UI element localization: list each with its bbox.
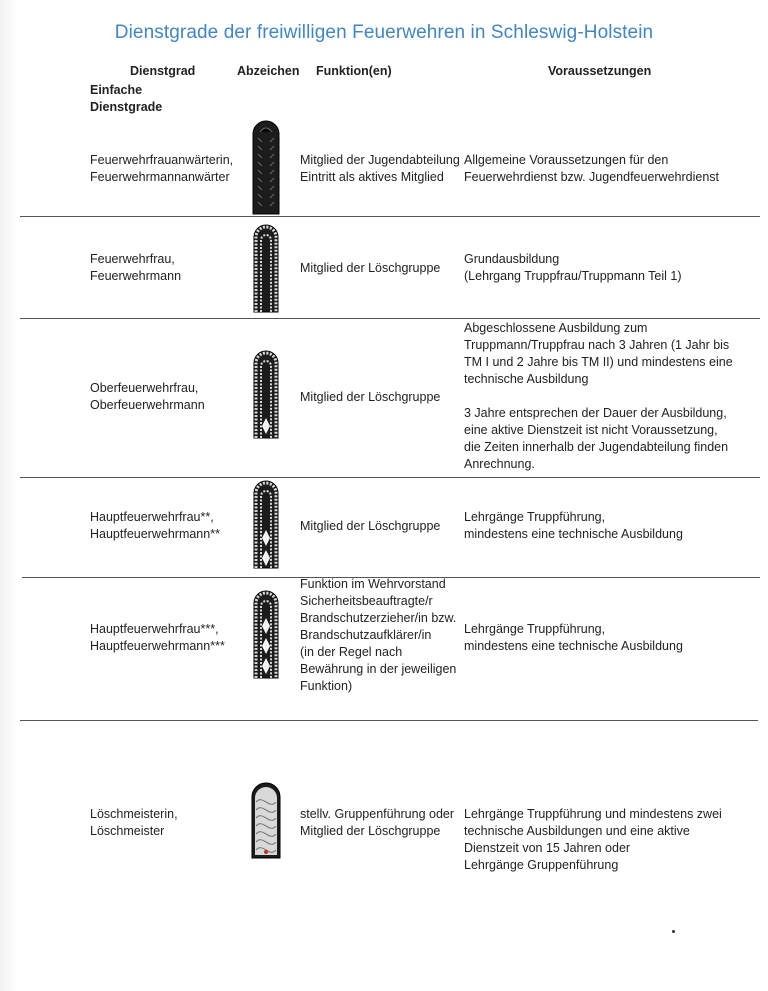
row-divider [20, 318, 760, 319]
rank-requirements: Grundausbildung (Lehrgang Truppfrau/Truppmann Teil 1) [464, 252, 682, 283]
rank-function: Mitglied der Löschgruppe [300, 519, 441, 533]
shoulder-board-two-stars-icon [251, 478, 281, 570]
column-header-badge: Abzeichen [237, 64, 300, 78]
rank-function: Mitglied der Löschgruppe [300, 261, 441, 275]
page-scan-edge [0, 0, 18, 991]
rank-name: Löschmeisterin, Löschmeister [90, 807, 178, 838]
shoulder-board-edged-icon [251, 222, 281, 314]
rank-requirements: Lehrgänge Truppführung und mindestens zwei technische Ausbildungen und eine aktive Dienstzeit von 15 Jahren oder Lehrgänge Gruppenführung [464, 807, 722, 872]
rank-function: stellv. Gruppenführung oder Mitglied der Löschgruppe [300, 807, 455, 838]
row-divider [20, 720, 758, 721]
rank-requirements: Lehrgänge Truppführung, mindestens eine technische Ausbildung [464, 622, 683, 653]
shoulder-board-three-stars-icon [251, 588, 281, 680]
category-label: Einfache Dienstgrade [90, 83, 163, 114]
shoulder-board-one-star-icon [251, 348, 281, 440]
rank-function: Mitglied der Jugendabteilung Eintritt als aktives Mitglied [300, 153, 460, 184]
shoulder-board-silver-braid-icon [249, 782, 283, 860]
rank-function: Funktion im Wehrvorstand Sicherheitsbeauftragte/r Brandschutzerzieher/in bzw. Brandschutzaufklärer/in (in der Regel nach Bewährung in der jeweiligen Funktion) [300, 577, 457, 693]
rank-requirements: Lehrgänge Truppführung, mindestens eine technische Ausbildung [464, 510, 683, 541]
column-header-rank: Dienstgrad [130, 64, 196, 78]
scan-speck [672, 930, 675, 933]
column-header-requirements: Voraussetzungen [548, 64, 652, 78]
rank-name: Hauptfeuerwehrfrau**, Hauptfeuerwehrmann** [90, 510, 220, 541]
rank-name: Hauptfeuerwehrfrau***, Hauptfeuerwehrmann*** [90, 622, 225, 653]
rank-name: Feuerwehrfrau, Feuerwehrmann [90, 252, 182, 283]
shoulder-board-plain-icon [250, 118, 282, 216]
rank-function: Mitglied der Löschgruppe [300, 390, 441, 404]
row-divider [20, 216, 760, 217]
rank-name: Oberfeuerwehrfrau, Oberfeuerwehrmann [90, 381, 205, 412]
page-title: Dienstgrade der freiwilligen Feuerwehren in Schleswig-Holstein [114, 22, 654, 43]
rank-name: Feuerwehrfrauanwärterin, Feuerwehrmannanwärter [90, 153, 234, 184]
row-divider [20, 477, 760, 478]
rank-requirements: Allgemeine Voraussetzungen für den Feuerwehrdienst bzw. Jugendfeuerwehrdienst [464, 153, 720, 184]
rank-requirements: Abgeschlossene Ausbildung zum Truppmann/Truppfrau nach 3 Jahren (1 Jahr bis TM I und 2 Jahre bis TM II) und mindestens eine technische Ausbildung 3 Jahre entsprechen der Dauer der Ausbildung, eine aktive Dienstzeit ist nicht Voraussetzung, die Zeiten innerhalb der Jugendabteilung finden Anrechnung. [464, 321, 733, 471]
column-header-function: Funktion(en) [316, 64, 392, 78]
